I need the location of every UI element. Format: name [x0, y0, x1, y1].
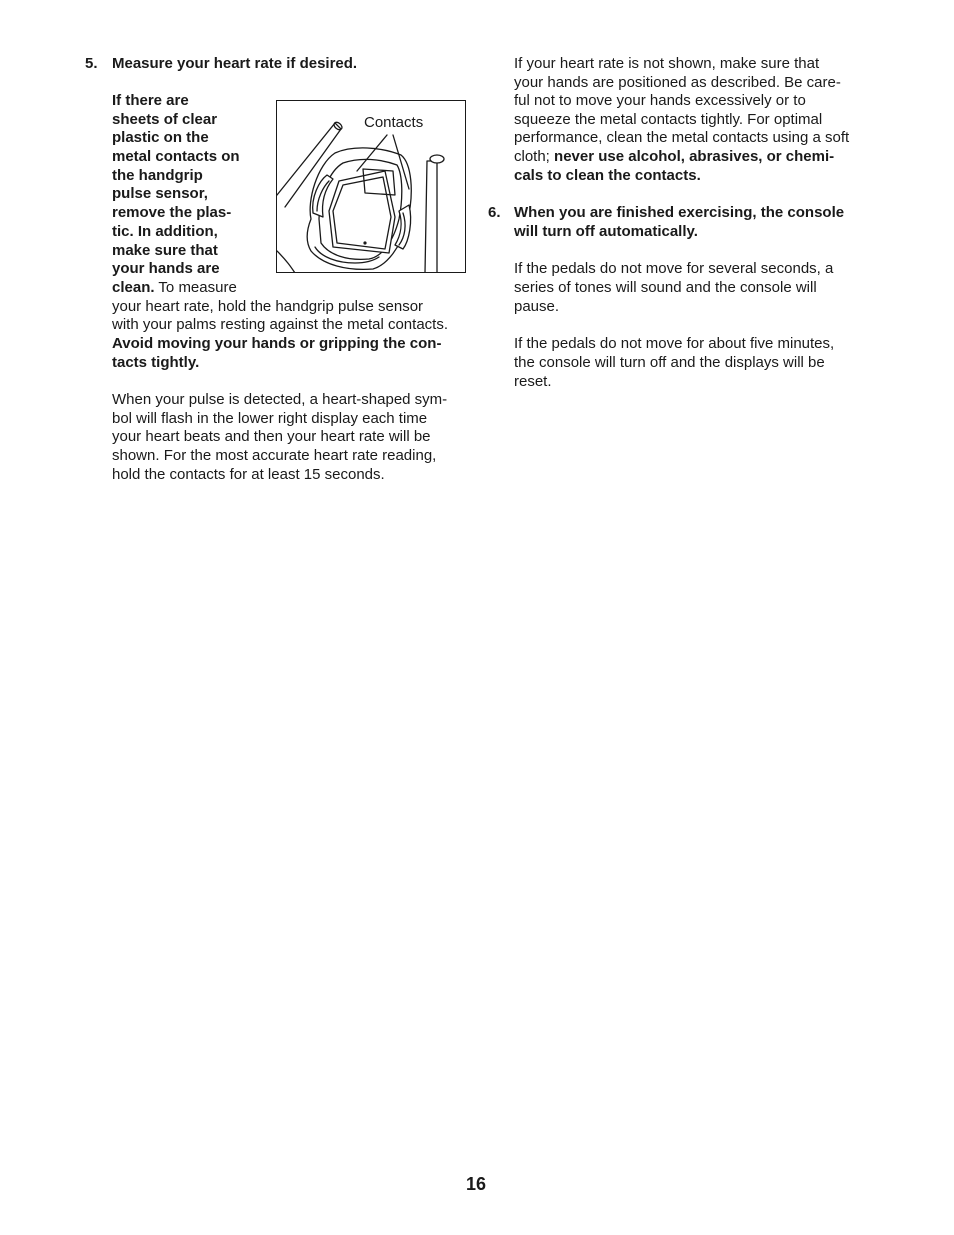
text-line: performance, clean the metal contacts using a soft: [514, 129, 850, 146]
text-line: metal contacts on: [112, 148, 240, 165]
text-line: When your pulse is detected, a heart-shaped sym-: [112, 391, 448, 408]
text-line: pause.: [514, 298, 560, 315]
text-line: shown. For the most accurate heart rate reading,: [112, 447, 437, 464]
text-line: If there are: [112, 92, 189, 109]
text-line: series of tones will sound and the console will: [514, 279, 817, 296]
normal-run: To measure: [154, 279, 237, 296]
text-line: sheets of clear: [112, 111, 218, 128]
text-line: If the pedals do not move for about five minutes,: [514, 335, 835, 352]
text-line: pulse sensor,: [112, 185, 208, 202]
text-line: remove the plas-: [112, 204, 232, 221]
text-line: cals to clean the contacts.: [514, 167, 701, 184]
step-number: 5.: [85, 55, 98, 72]
text-line: ful not to move your hands excessively or to: [514, 92, 806, 109]
text-line: Avoid moving your hands or gripping the con-: [112, 335, 442, 352]
text-line: your heart rate, hold the handgrip pulse sensor: [112, 298, 424, 315]
text-line: tacts tightly.: [112, 354, 200, 371]
text-line: plastic on the: [112, 129, 209, 146]
step-number: 6.: [488, 204, 501, 221]
text-line: make sure that: [112, 242, 218, 259]
step-heading: will turn off automatically.: [514, 223, 698, 240]
text-line: the handgrip: [112, 167, 203, 184]
text-line: your hands are: [112, 260, 220, 277]
page-number: 16: [466, 1174, 487, 1194]
text-line: reset.: [514, 373, 552, 390]
normal-run: cloth;: [514, 148, 555, 165]
bold-run: clean.: [112, 279, 155, 296]
text-line: the console will turn off and the displays will be: [514, 354, 825, 371]
text-line: squeeze the metal contacts tightly. For optimal: [514, 111, 823, 128]
text-line: with your palms resting against the metal contacts.: [112, 316, 448, 333]
step-heading: When you are finished exercising, the console: [514, 204, 845, 221]
text-line: If the pedals do not move for several seconds, a: [514, 260, 834, 277]
text-line: If your heart rate is not shown, make sure that: [514, 55, 820, 72]
pulse-sensor-figure: [276, 100, 466, 273]
text-line: bol will flash in the lower right display each time: [112, 410, 428, 427]
text-line: tic. In addition,: [112, 223, 218, 240]
step-heading: Measure your heart rate if desired.: [112, 55, 358, 72]
text-line: your heart beats and then your heart rate will be: [112, 428, 431, 445]
figure-label: Contacts: [364, 114, 424, 131]
bold-run: never use alcohol, abrasives, or chemi-: [554, 148, 835, 165]
text-line: hold the contacts for at least 15 seconds.: [112, 466, 385, 483]
text-line: [514, 148, 834, 167]
text-line: [112, 279, 237, 298]
text-line: your hands are positioned as described. Be care-: [514, 74, 841, 91]
